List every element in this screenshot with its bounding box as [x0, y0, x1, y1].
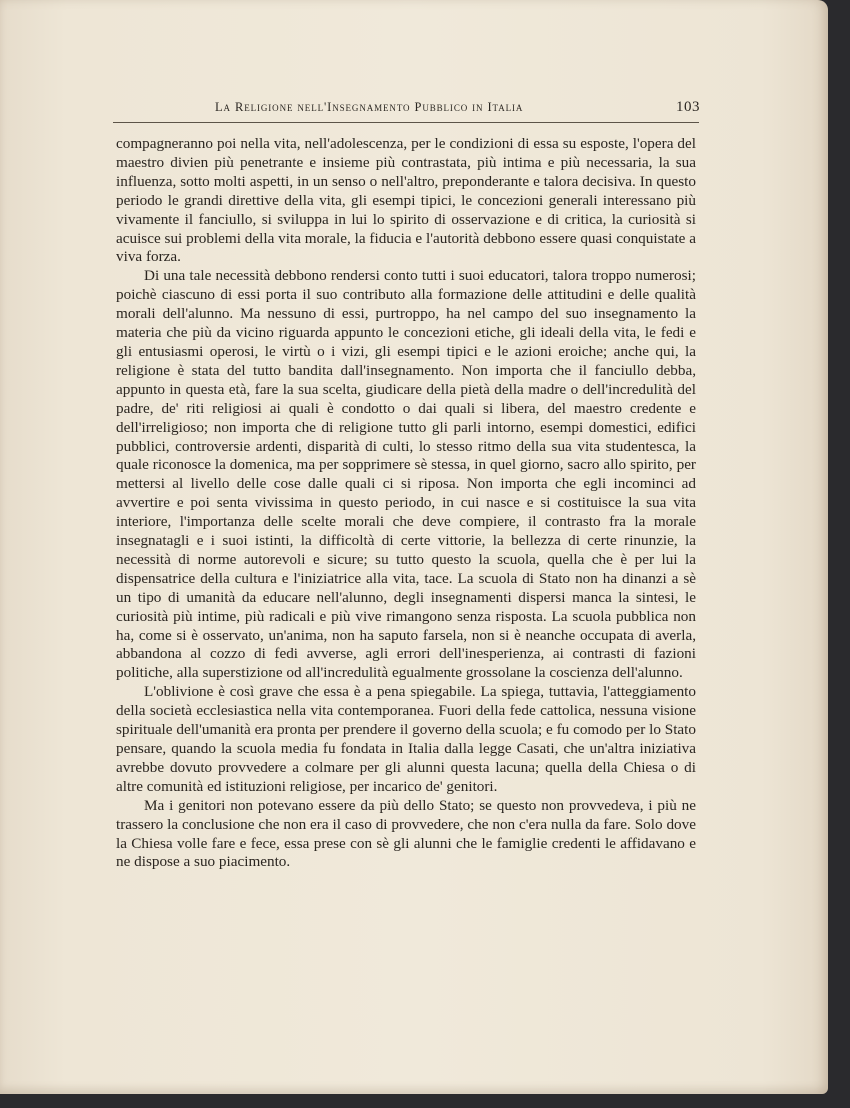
paragraph: L'oblivione è così grave che essa è a pena spiegabile. La spiega, tuttavia, l'atteggiamento della società ecclesiastica nella vita contemporanea. Fuori della fede cattolica, nessuna visione spirituale dell'umanità era pronta per prendere il governo della scuola; e fu comodo per lo Stato pensare, quando la scuola media fu fondata in Italia dalla legge Casati, che un'altra iniziativa avrebbe dovuto provvedere a colmare per gli alunni questa lacuna; quella della Chiesa o di altre comunità ed istituzioni religiose, per incarico de' genitori.: [116, 683, 696, 795]
body-text: [116, 135, 696, 872]
paragraph: Ma i genitori non potevano essere da più dello Stato; se questo non provvedeva, i più ne trassero la conclusione che non era il caso di provvedere, che non c'era nulla da fare. Solo dove la Chiesa volle fare e fece, essa prese con sè gli alunni che le famiglie credenti le affidavano e ne dispose a suo piacimento.: [116, 796, 696, 871]
paragraph: Di una tale necessità debbono rendersi conto tutti i suoi educatori, talora troppo numerosi; poichè ciascuno di essi porta il suo contributo alla formazione delle attitudini e delle qualità morali dell'alunno. Ma nessuno di essi, purtroppo, ha nel campo del suo insegnamento la materia che più da vicino riguarda appunto le concezioni etiche, gli ideali della vita, le fedi e gli entusiasmi operosi, le virtù o i vizi, gli esempi tipici e le azioni eroiche; anche qui, la religione è stata del tutto bandita dall'insegnamento. Non importa che il fanciullo debba, appunto in questa età, fare la sua scelta, giudicare della pietà della madre o dell'incredulità del padre, de' riti religiosi ai quali è condotto o dai quali si libera, del maestro credente e dell'irreligioso; non importa che di religione tutto gli parli intorno, esempi domestici, edifici pubblici, controversie ardenti, disparità di culti, lo stesso ritmo della sua vita studentesca, la quale riconosce la domenica, ma per sopprimere sè stessa, in quel giorno, sacro allo spirito, per mettersi al livello delle cose dalle quali ci si riposa. Non importa che egli incominci ad avvertire e poi senta vivissima in questo periodo, in cui nasce e si costituisce la sua vita interiore, l'importanza delle scelte morali che deve compiere, il contrasto fra la morale insegnatagli e i suoi istinti, la difficoltà di certe vittorie, la bellezza di certe rinunzie, la necessità di norme autorevoli e sicure; su tutto questo la scuola, quella che è per lui la dispensatrice della cultura e l'iniziatrice alla vita, tace. La scuola di Stato non ha dinanzi a sè un tipo di umanità da educare nell'alunno, degli insegnamenti dispersi manca la sintesi, le curiosità più intime, più radicali e più vive rimangono senza risposta. La scuola pubblica non ha, come si è osservato, un'anima, non ha saputo farsela, non si è neanche occupata di averla, abbandona al cozzo di fedi avverse, agli errori dell'inesperienza, ai contrasti di fazioni politiche, alla superstizione od all'incredulità egualmente grossolane la coscienza dell'alunno.: [116, 267, 696, 682]
page-number: 103: [676, 99, 700, 115]
running-title: La Religione nell'Insegnamento Pubblico in Italia: [215, 100, 524, 114]
paragraph: compagneranno poi nella vita, nell'adolescenza, per le condizioni di essa su esposte, l'opera del maestro divien più penetrante e insieme più contrastata, più intima e più necessaria, la sua influenza, sotto molti aspetti, in un senso o nell'altro, preponderante e talora decisiva. In questo periodo le grandi direttive della vita, gli esempi tipici, le concezioni generali interessano più vivamente il fanciullo, si sviluppa in lui lo spirito di osservazione e di critica, la curiosità si acuisce sui problemi della vita morale, la fiducia e l'autorità debbono essere quasi conquistate a viva forza.: [116, 135, 696, 266]
scan-background: [0, 1094, 850, 1108]
header-rule: [113, 122, 699, 123]
